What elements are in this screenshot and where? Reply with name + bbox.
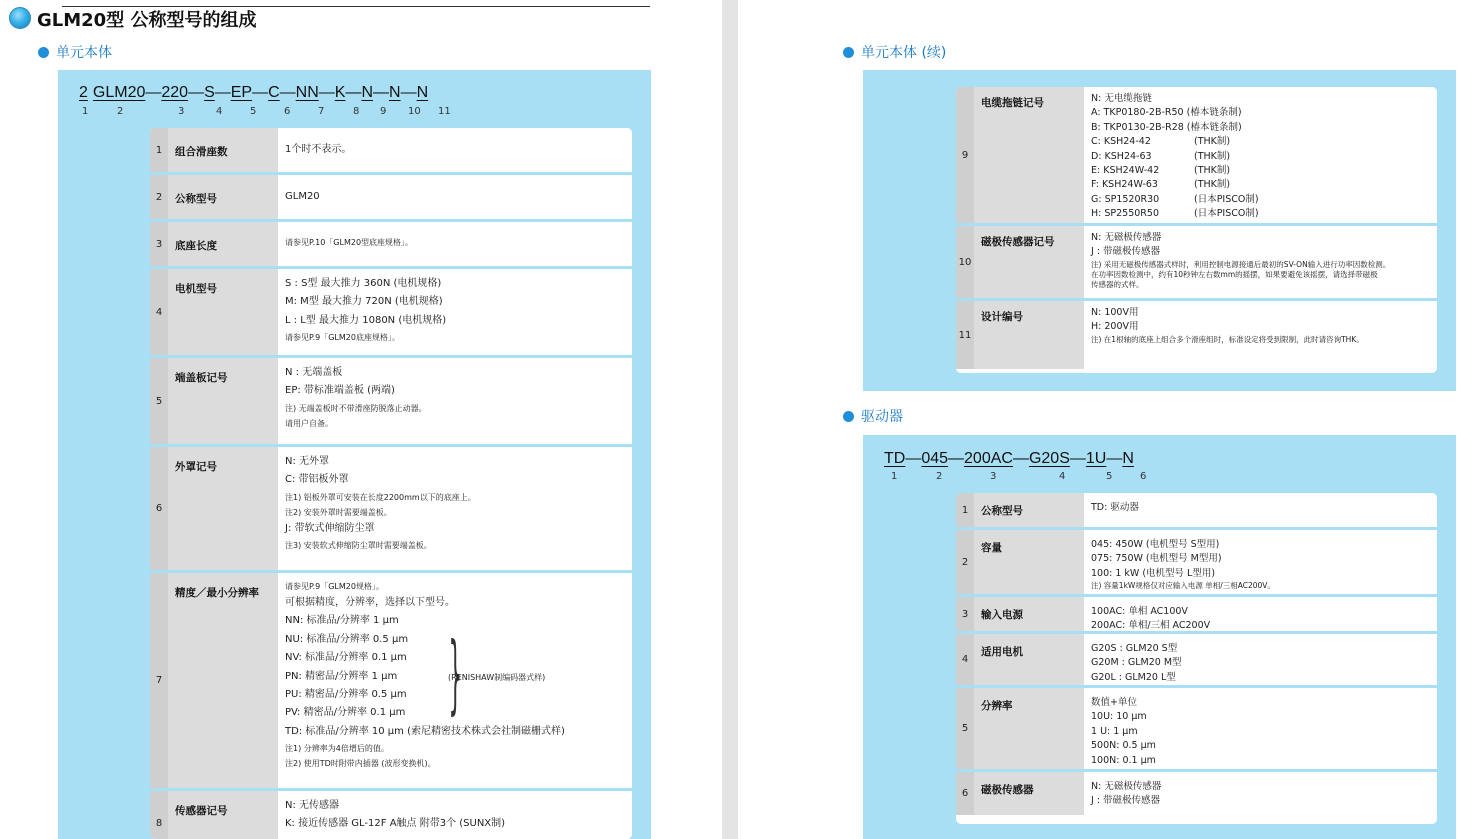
row-value-line: 请参见P.10「GLM20型底座规格」。 — [285, 238, 414, 247]
row-value-line: 请参见P.9「GLM20规格」。 — [285, 582, 384, 591]
row-values — [1084, 772, 1437, 815]
row-value-line: A: TKP0180-2B-R50 (椿本链条制) — [1091, 107, 1242, 119]
code-segment: N — [416, 84, 429, 101]
row-number: 5 — [956, 688, 974, 769]
section-heading-driver — [843, 406, 903, 426]
row-values — [1084, 597, 1437, 631]
model-code-numbers — [58, 106, 651, 118]
row-values — [1084, 493, 1437, 527]
code-dash: — — [373, 84, 389, 101]
row-value-line: 注1) 铝板外罩可安装在长度2200mm以下的底座上。 — [285, 492, 476, 502]
table-row — [150, 269, 632, 355]
right-panel-driver — [863, 435, 1456, 839]
code-dash: — — [1106, 450, 1123, 467]
code-segment: C — [268, 84, 280, 101]
code-number: 2 — [936, 471, 943, 482]
row-values — [278, 791, 632, 839]
row-value-line: J: 带软式伸缩防尘罩 — [285, 522, 375, 534]
code-segment: 2 — [79, 84, 88, 101]
table-row — [956, 772, 1437, 815]
row-value-line — [1091, 207, 1437, 221]
row-value-line: C: 带铝板外罩 — [285, 474, 349, 486]
row-number: 8 — [150, 791, 168, 839]
row-value-line: K: 接近传感器 GL-12F A触点 附带3个 (SUNX制) — [285, 818, 506, 830]
code-number: 9 — [380, 106, 387, 117]
row-label: 适用电机 — [974, 634, 1084, 685]
code-segment: 200AC — [964, 450, 1013, 467]
row-value-line: NN: 标准品/分辨率 1 μm — [285, 615, 399, 627]
row-value-line: N: 无磁极传感器 — [1091, 781, 1162, 792]
row-value-line: TD: 标准品/分辨率 10 μm (索尼精密技术株式会社制磁栅式样) — [285, 725, 565, 737]
row-value-line: J : 带磁极传感器 — [1091, 246, 1161, 258]
row-number: 1 — [150, 128, 168, 172]
row-number: 7 — [150, 573, 168, 788]
row-value-line — [1091, 164, 1437, 178]
code-number: 7 — [318, 106, 325, 117]
code-dash: — — [145, 84, 162, 101]
row-value-line: NV: 标准品/分辨率 0.1 μm — [285, 652, 407, 664]
row-value-line: N: 100V用 — [1091, 307, 1139, 318]
row-value-line: 075: 750W (电机型号 M型用) — [1091, 553, 1222, 565]
code-segment: N — [389, 84, 401, 101]
row-value-line: N: 无外罩 — [285, 456, 330, 467]
row-values — [1084, 530, 1437, 594]
spec-table-cont — [956, 87, 1437, 373]
section-heading-text: 单元本体 — [56, 45, 112, 61]
row-label: 公称型号 — [974, 493, 1084, 527]
table-row — [956, 688, 1437, 769]
code-segment: 220 — [161, 84, 189, 101]
row-label: 传感器记号 — [168, 791, 278, 839]
row-number: 4 — [150, 269, 168, 355]
row-value-line: 100AC: 单相 AC100V — [1091, 606, 1188, 617]
table-row — [956, 301, 1437, 369]
code-dash: — — [318, 84, 335, 101]
row-values — [1084, 634, 1437, 685]
row-number: 6 — [150, 447, 168, 570]
code-segment: 1U — [1085, 450, 1107, 467]
row-value-line: 传感器的式样。 — [1091, 279, 1144, 289]
code-number: 10 — [408, 106, 421, 117]
row-number: 3 — [150, 222, 168, 266]
row-value-line — [1091, 178, 1437, 192]
table-row — [956, 493, 1437, 527]
code-segment: S — [204, 84, 215, 101]
code-segment: K — [334, 84, 346, 101]
code-number: 2 — [117, 106, 124, 117]
value-part: (THK制) — [1194, 150, 1231, 162]
code-number: 8 — [353, 106, 360, 117]
page-gutter — [722, 0, 738, 839]
row-value-line: PU: 精密品/分辨率 0.5 μm — [285, 689, 407, 701]
row-label: 磁极传感器 — [974, 772, 1084, 815]
value-part: (日本PISCO制) — [1194, 208, 1259, 220]
row-value-line: 注) 在1根轴的底座上组合多个滑座组时，标准设定将受到限制，此时请咨询THK。 — [1091, 334, 1364, 344]
value-part: (日本PISCO制) — [1194, 193, 1259, 205]
code-dash: — — [279, 84, 296, 101]
table-row — [956, 226, 1437, 298]
brace-icon: } — [448, 624, 463, 724]
row-label: 底座长度 — [168, 222, 278, 266]
brace-note: (RENISHAW制编码器式样) — [448, 673, 546, 682]
code-number: 1 — [891, 471, 898, 482]
code-number: 3 — [990, 471, 997, 482]
row-values — [1084, 87, 1437, 223]
row-value-line: 请用户自备。 — [285, 418, 333, 428]
value-part: C: KSH24-42 — [1091, 136, 1151, 148]
row-value-line: TD: 驱动器 — [1091, 502, 1139, 513]
row-value-line: S : S型 最大推力 360N (电机规格) — [285, 278, 442, 289]
row-value-line — [1091, 135, 1437, 149]
row-value-line: L : L型 最大推力 1080N (电机规格) — [285, 314, 447, 326]
code-dash: — — [948, 450, 965, 467]
row-number: 4 — [956, 634, 974, 685]
row-value-line: 500N: 0.5 μm — [1091, 740, 1156, 752]
code-dash: — — [345, 84, 362, 101]
row-label: 外罩记号 — [168, 447, 278, 570]
row-values — [278, 175, 632, 219]
code-number: 4 — [216, 106, 223, 117]
code-number: 4 — [1059, 471, 1066, 482]
table-row — [150, 791, 632, 839]
table-row — [150, 222, 632, 266]
row-values — [278, 358, 632, 444]
section-heading-unit — [38, 42, 112, 62]
row-number: 10 — [956, 226, 974, 298]
driver-table — [956, 493, 1437, 824]
row-values — [1084, 226, 1437, 298]
row-value-line: G20S : GLM20 S型 — [1091, 643, 1178, 654]
code-number: 5 — [1106, 471, 1113, 482]
row-label: 电缆拖链记号 — [974, 87, 1084, 223]
row-value-line: 可根据精度，分辨率，选择以下型号。 — [285, 597, 455, 608]
row-value-line: 注2) 安装外罩时需要端盖板。 — [285, 507, 392, 517]
row-value-line: 在功率因数检测中，约有10秒钟左右数mm的摇摆，如果要避免该摇摆，请选择带磁极 — [1091, 269, 1378, 279]
row-value-line: H: 200V用 — [1091, 321, 1139, 333]
right-panel-top — [863, 70, 1456, 391]
code-dash: — — [188, 84, 205, 101]
value-part: (THK制) — [1194, 165, 1231, 177]
row-value-line: PV: 精密品/分辨率 0.1 μm — [285, 707, 406, 719]
code-dash: — — [400, 84, 417, 101]
value-part: (THK制) — [1194, 136, 1231, 148]
row-values — [278, 222, 632, 266]
code-dash: — — [252, 84, 269, 101]
row-value-line: 045: 450W (电机型号 S型用) — [1091, 539, 1220, 550]
code-segment: NN — [295, 84, 319, 101]
row-number: 5 — [150, 358, 168, 444]
code-segment: TD — [884, 450, 906, 467]
row-value-line: 注) 采用无磁极传感器式样时，利用控制电源接通后最初的SV-ON输入进行功率因数检测。 — [1091, 259, 1391, 269]
row-number: 6 — [956, 772, 974, 815]
row-value-line: 100: 1 kW (电机型号 L型用) — [1091, 567, 1216, 579]
table-row — [956, 87, 1437, 223]
left-panel — [58, 70, 651, 839]
row-value-line — [1091, 193, 1437, 207]
row-number: 1 — [956, 493, 974, 527]
table-row — [956, 530, 1437, 594]
row-value-line: 数值+单位 — [1091, 697, 1137, 708]
code-segment: N — [361, 84, 373, 101]
row-label: 组合滑座数 — [168, 128, 278, 172]
bullet-icon — [843, 47, 854, 58]
row-values — [278, 447, 632, 570]
code-number: 11 — [438, 106, 451, 117]
row-value-line: NU: 标准品/分辨率 0.5 μm — [285, 633, 409, 645]
code-number: 5 — [250, 106, 257, 117]
code-dash: — — [1069, 450, 1086, 467]
row-value-line: G20L : GLM20 L型 — [1091, 671, 1176, 683]
row-value-line: PN: 精密品/分辨率 1 μm — [285, 670, 398, 682]
row-value-line — [1091, 150, 1437, 164]
code-segment: N — [1122, 450, 1134, 467]
row-value-line: N: 无磁极传感器 — [1091, 232, 1162, 243]
row-number: 9 — [956, 87, 974, 223]
table-row — [150, 447, 632, 570]
value-part: H: SP2550R50 — [1091, 208, 1159, 220]
row-label: 电机型号 — [168, 269, 278, 355]
row-value-line: N: 无电缆拖链 — [1091, 93, 1152, 104]
model-code — [79, 84, 428, 102]
table-row — [956, 597, 1437, 631]
code-number: 6 — [284, 106, 291, 117]
row-value-line: N : 无端盖板 — [285, 367, 343, 378]
section-heading-unit-cont — [843, 42, 946, 62]
code-segment: G20S — [1028, 450, 1070, 467]
value-part: F: KSH24W-63 — [1091, 179, 1158, 191]
row-label: 容量 — [974, 530, 1084, 594]
row-label: 设计编号 — [974, 301, 1084, 369]
code-segment: GLM20 — [92, 84, 146, 101]
row-value-line: 1 U: 1 μm — [1091, 725, 1138, 737]
row-value-line: 1个时不表示。 — [285, 144, 352, 155]
section-heading-text: 单元本体 (续) — [861, 45, 947, 61]
row-value-line: 注2) 使用TD时附带内插器 (波形变换机)。 — [285, 759, 436, 769]
code-number: 3 — [178, 106, 185, 117]
driver-code-numbers — [863, 471, 1456, 483]
row-value-line: 注1) 分辨率为4倍增后的值。 — [285, 744, 389, 754]
row-number: 11 — [956, 301, 974, 369]
table-row — [150, 358, 632, 444]
row-value-line: G20M : GLM20 M型 — [1091, 657, 1182, 669]
section-heading-text: 驱动器 — [861, 409, 903, 425]
row-value-line: EP: 带标准端盖板 (两端) — [285, 385, 395, 397]
code-segment: 045 — [921, 450, 949, 467]
row-value-line: J : 带磁极传感器 — [1091, 795, 1161, 807]
row-value-line: B: TKP0130-2B-R28 (椿本链条制) — [1091, 121, 1242, 133]
row-values — [1084, 688, 1437, 769]
bullet-icon — [38, 47, 49, 58]
row-value-line: GLM20 — [285, 191, 320, 202]
row-values — [1084, 301, 1437, 369]
row-value-line: N: 无传感器 — [285, 800, 340, 811]
title-circle-icon — [9, 7, 31, 29]
code-number: 1 — [82, 106, 89, 117]
code-dash: — — [905, 450, 922, 467]
table-row — [150, 128, 632, 172]
table-row — [150, 573, 632, 788]
table-row — [150, 175, 632, 219]
row-label: 端盖板记号 — [168, 358, 278, 444]
row-value-line: 10U: 10 μm — [1091, 711, 1147, 723]
code-dash: — — [214, 84, 231, 101]
row-label: 公称型号 — [168, 175, 278, 219]
value-part: G: SP1520R30 — [1091, 193, 1160, 205]
row-value-line: M: M型 最大推力 720N (电机规格) — [285, 296, 443, 308]
row-values — [278, 128, 632, 172]
table-row — [956, 634, 1437, 685]
spec-table — [150, 128, 632, 839]
bullet-icon — [843, 411, 854, 422]
row-value-line: 注3) 安装软式伸缩防尘罩时需要端盖板。 — [285, 541, 432, 551]
page-title: GLM20型 公称型号的组成 — [37, 10, 257, 31]
row-value-line: 注) 容量1kW规格仅对应输入电源 单相/三相AC200V。 — [1091, 581, 1275, 591]
row-number: 3 — [956, 597, 974, 631]
code-segment: EP — [230, 84, 253, 101]
row-values — [278, 573, 632, 788]
row-values — [278, 269, 632, 355]
row-value-line: 100N: 0.1 μm — [1091, 754, 1156, 766]
row-value-line: 请参见P.9「GLM20底座规格」。 — [285, 333, 400, 343]
row-number: 2 — [956, 530, 974, 594]
value-part: E: KSH24W-42 — [1091, 165, 1160, 177]
code-dash: — — [1012, 450, 1029, 467]
row-label: 磁极传感器记号 — [974, 226, 1084, 298]
row-value-line: 注) 无端盖板时不带滑座防脱落止动器。 — [285, 403, 427, 413]
row-label: 分辨率 — [974, 688, 1084, 769]
row-value-line: 200AC: 单相/三相 AC200V — [1091, 620, 1211, 632]
code-number: 6 — [1140, 471, 1147, 482]
row-label: 精度／最小分辨率 — [168, 573, 278, 788]
value-part: (THK制) — [1194, 179, 1231, 191]
value-part: D: KSH24-63 — [1091, 150, 1152, 162]
row-number: 2 — [150, 175, 168, 219]
driver-code — [884, 450, 1134, 468]
row-label: 输入电源 — [974, 597, 1084, 631]
